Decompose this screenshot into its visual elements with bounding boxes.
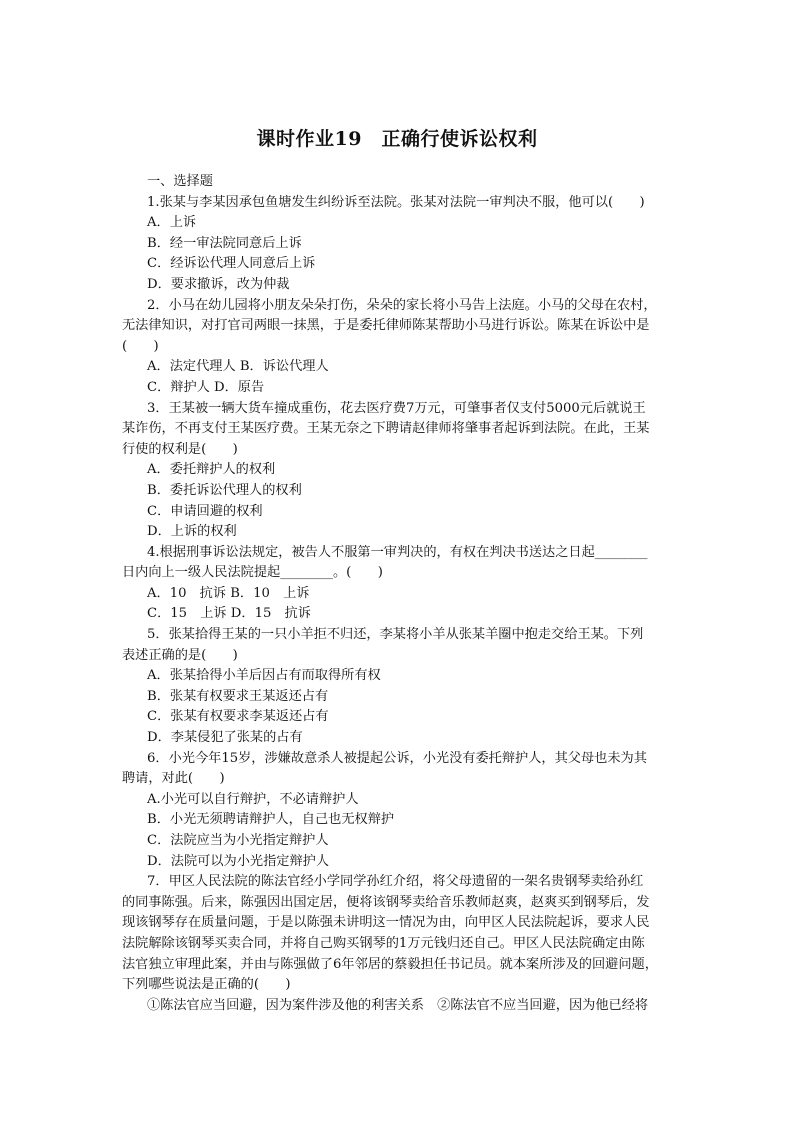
text-line: D．上诉的权利 [147, 524, 237, 540]
text-line: 无法律知识，对打官司两眼一抹黑，于是委托律师陈某帮助小马进行诉讼。陈某在诉讼中是 [122, 318, 650, 334]
text-line: B．小光无须聘请辩护人，自己也无权辩护 [147, 812, 395, 828]
text-line: 7．甲区人民法院的陈法官经小学同学孙红介绍，将父母遗留的一架名贵钢琴卖给孙红 [147, 874, 644, 890]
text-line: ( ) [122, 338, 159, 354]
text-line: 某诈伤，不再支付王某医疗费。王某无奈之下聘请赵律师将肇事者起诉到法院。在此，王某 [122, 421, 650, 437]
text-line: A．委托辩护人的权利 [147, 462, 276, 478]
text-line: B．经一审法院同意后上诉 [147, 235, 302, 251]
text-line: C．经诉讼代理人同意后上诉 [147, 256, 316, 272]
text-line: D．要求撤诉，改为仲裁 [147, 276, 290, 292]
text-line: D．法院可以为小光指定辩护人 [147, 853, 330, 869]
text-line: 1.张某与李某因承包鱼塘发生纠纷诉至法院。张某对法院一审判决不服，他可以( ) [147, 194, 645, 210]
text-line: C．法院应当为小光指定辩护人 [147, 833, 329, 848]
text-line: 日内向上一级人民法院提起________。( ) [122, 565, 383, 581]
text-line: 现该钢琴存在质量问题，于是以陈强未讲明这一情况为由，向甲区人民法院起诉，要求人民 [122, 915, 650, 931]
text-line: 4.根据刑事诉讼法规定，被告人不服第一审判决的，有权在判决书送达之日起________ [147, 544, 648, 560]
text-line: 6．小光今年15岁，涉嫌故意杀人被提起公诉，小光没有委托辩护人，其父母也未为其 [147, 750, 647, 766]
text-line: A．10 抗诉 B．10 上诉 [147, 585, 310, 601]
text-line: A．上诉 [147, 215, 197, 231]
text-line: C．张某有权要求李某返还占有 [147, 709, 329, 725]
text-line: 5．张某拾得王某的一只小羊拒不归还，李某将小羊从张某羊圈中抱走交给王某。下列 [147, 627, 644, 643]
text-line: C．申请回避的权利 [147, 503, 263, 519]
text-line: 3．王某被一辆大货车撞成重伤，花去医疗费7万元，可肇事者仅支付5000元后就说王 [147, 400, 646, 416]
text-line: C．15 上诉 D．15 抗诉 [147, 606, 311, 622]
text-line: C．辩护人 D．原告 [147, 379, 265, 395]
text-line: 法院解除该钢琴买卖合同，并将自己购买钢琴的1万元钱归还自己。甲区人民法院确定由陈 [122, 935, 645, 951]
text-line: A．法定代理人 B．诉讼代理人 [147, 359, 329, 375]
text-line: 法官独立审理此案，并由与陈强做了6年邻居的蔡毅担任书记员。就本案所涉及的回避问题， [122, 956, 658, 972]
text-line: A.小光可以自行辩护，不必请辩护人 [147, 791, 359, 807]
document-body [122, 172, 678, 1016]
text-line: D．李某侵犯了张某的占有 [147, 730, 303, 746]
text-line: 表述正确的是( ) [122, 647, 238, 663]
text-line: 行使的权利是( ) [122, 441, 238, 457]
text-line: 聘请，对此( ) [122, 771, 225, 787]
text-line: 一、选择题 [147, 174, 213, 189]
page-title: 课时作业19 正确行使诉讼权利 [256, 128, 538, 150]
text-line: B．委托诉讼代理人的权利 [147, 482, 302, 498]
text-line: B．张某有权要求王某返还占有 [147, 688, 329, 704]
text-line: ①陈法官应当回避，因为案件涉及他的利害关系 ②陈法官不应当回避，因为他已经将 [147, 997, 649, 1013]
text-line: 2．小马在幼儿园将小朋友朵朵打伤，朵朵的家长将小马告上法庭。小马的父母在农村， [147, 297, 657, 313]
text-line: 的同事陈强。后来，陈强因出国定居，便将该钢琴卖给音乐教师赵爽，赵爽买到钢琴后，发 [122, 894, 650, 910]
text-line: A．张某拾得小羊后因占有而取得所有权 [147, 668, 381, 684]
text-line: 下列哪些说法是正确的( ) [122, 977, 291, 993]
